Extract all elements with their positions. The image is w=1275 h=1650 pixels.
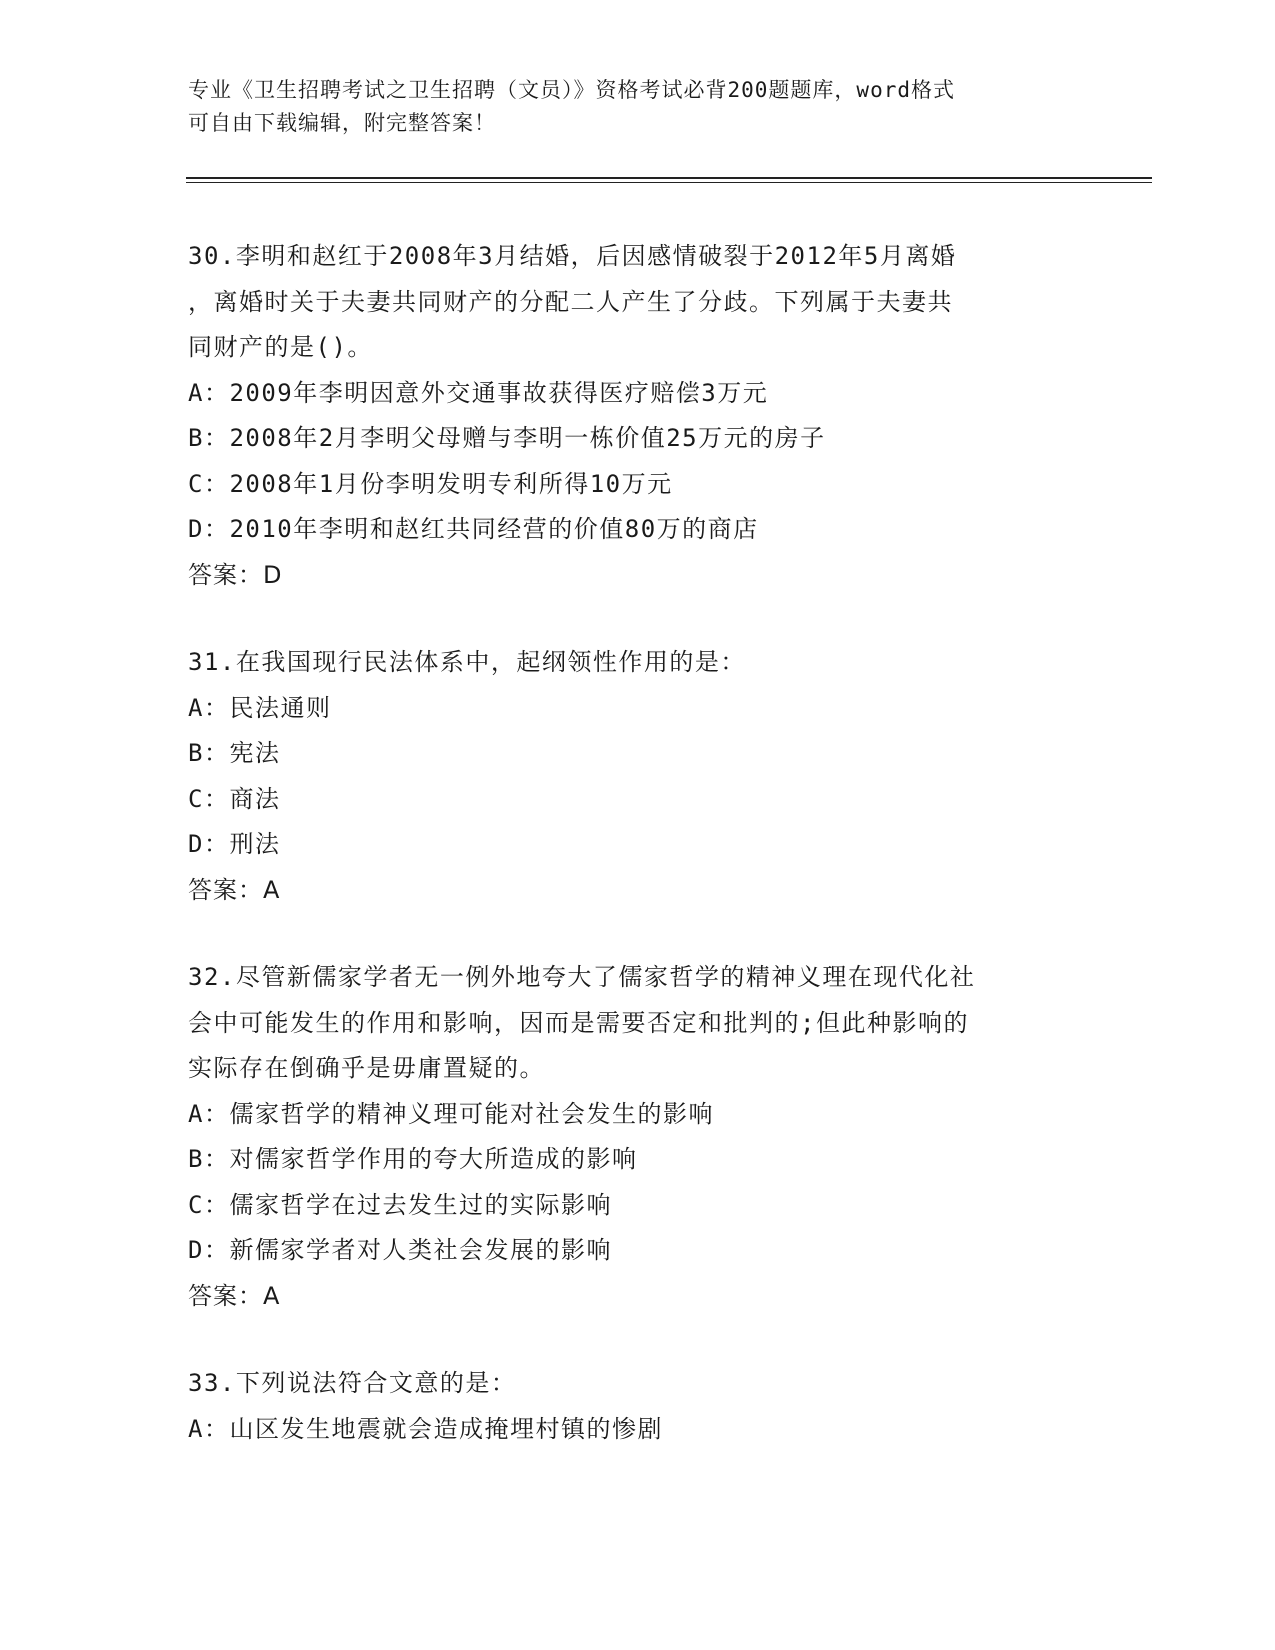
option-d: D：2010年李明和赵红共同经营的价值80万的商店 <box>188 515 759 543</box>
question-stem-line: 同财产的是()。 <box>188 333 373 361</box>
option-d: D：新儒家学者对人类社会发展的影响 <box>188 1236 612 1264</box>
question-stem-line: 30.李明和赵红于2008年3月结婚，后因感情破裂于2012年5月离婚 <box>188 242 957 270</box>
answer-text: 答案：D <box>188 560 283 589</box>
header-divider <box>186 177 1152 183</box>
question-33 <box>188 1361 1088 1452</box>
question-list <box>188 234 1088 1494</box>
option-c: C：2008年1月份李明发明专利所得10万元 <box>188 469 673 498</box>
question-32 <box>188 955 1088 1319</box>
question-stem-line: 33.下列说法符合文意的是： <box>188 1369 517 1397</box>
option-b: B：宪法 <box>188 739 281 767</box>
answer-text: 答案：A <box>188 875 281 904</box>
question-stem-line: 32.尽管新儒家学者无一例外地夸大了儒家哲学的精神义理在现代化社 <box>188 963 976 991</box>
option-a: A：2009年李明因意外交通事故获得医疗赔偿3万元 <box>188 378 769 407</box>
option-c: C：儒家哲学在过去发生过的实际影响 <box>188 1190 612 1219</box>
option-b: B：对儒家哲学作用的夸大所造成的影响 <box>188 1145 638 1173</box>
option-c: C：商法 <box>188 784 281 813</box>
option-a: A：儒家哲学的精神义理可能对社会发生的影响 <box>188 1099 714 1128</box>
question-stem-line: ，离婚时关于夫妻共同财产的分配二人产生了分歧。下列属于夫妻共 <box>188 287 953 316</box>
option-b: B：2008年2月李明父母赠与李明一栋价值25万元的房子 <box>188 424 826 452</box>
option-a: A：山区发生地震就会造成掩埋村镇的惨剧 <box>188 1414 663 1443</box>
document-header <box>188 74 1068 140</box>
option-d: D：刑法 <box>188 830 281 858</box>
question-31 <box>188 640 1088 913</box>
header-line: 专业《卫生招聘考试之卫生招聘（文员）》资格考试必背200题题库，word格式 <box>188 78 955 102</box>
question-stem-line: 会中可能发生的作用和影响，因而是需要否定和批判的;但此种影响的 <box>188 1008 969 1037</box>
option-a: A：民法通则 <box>188 693 332 722</box>
answer-text: 答案：A <box>188 1281 281 1310</box>
question-stem-line: 31.在我国现行民法体系中，起纲领性作用的是： <box>188 648 746 676</box>
header-line: 可自由下载编辑，附完整答案！ <box>188 111 496 135</box>
question-30 <box>188 234 1088 598</box>
question-stem-line: 实际存在倒确乎是毋庸置疑的。 <box>188 1054 545 1082</box>
